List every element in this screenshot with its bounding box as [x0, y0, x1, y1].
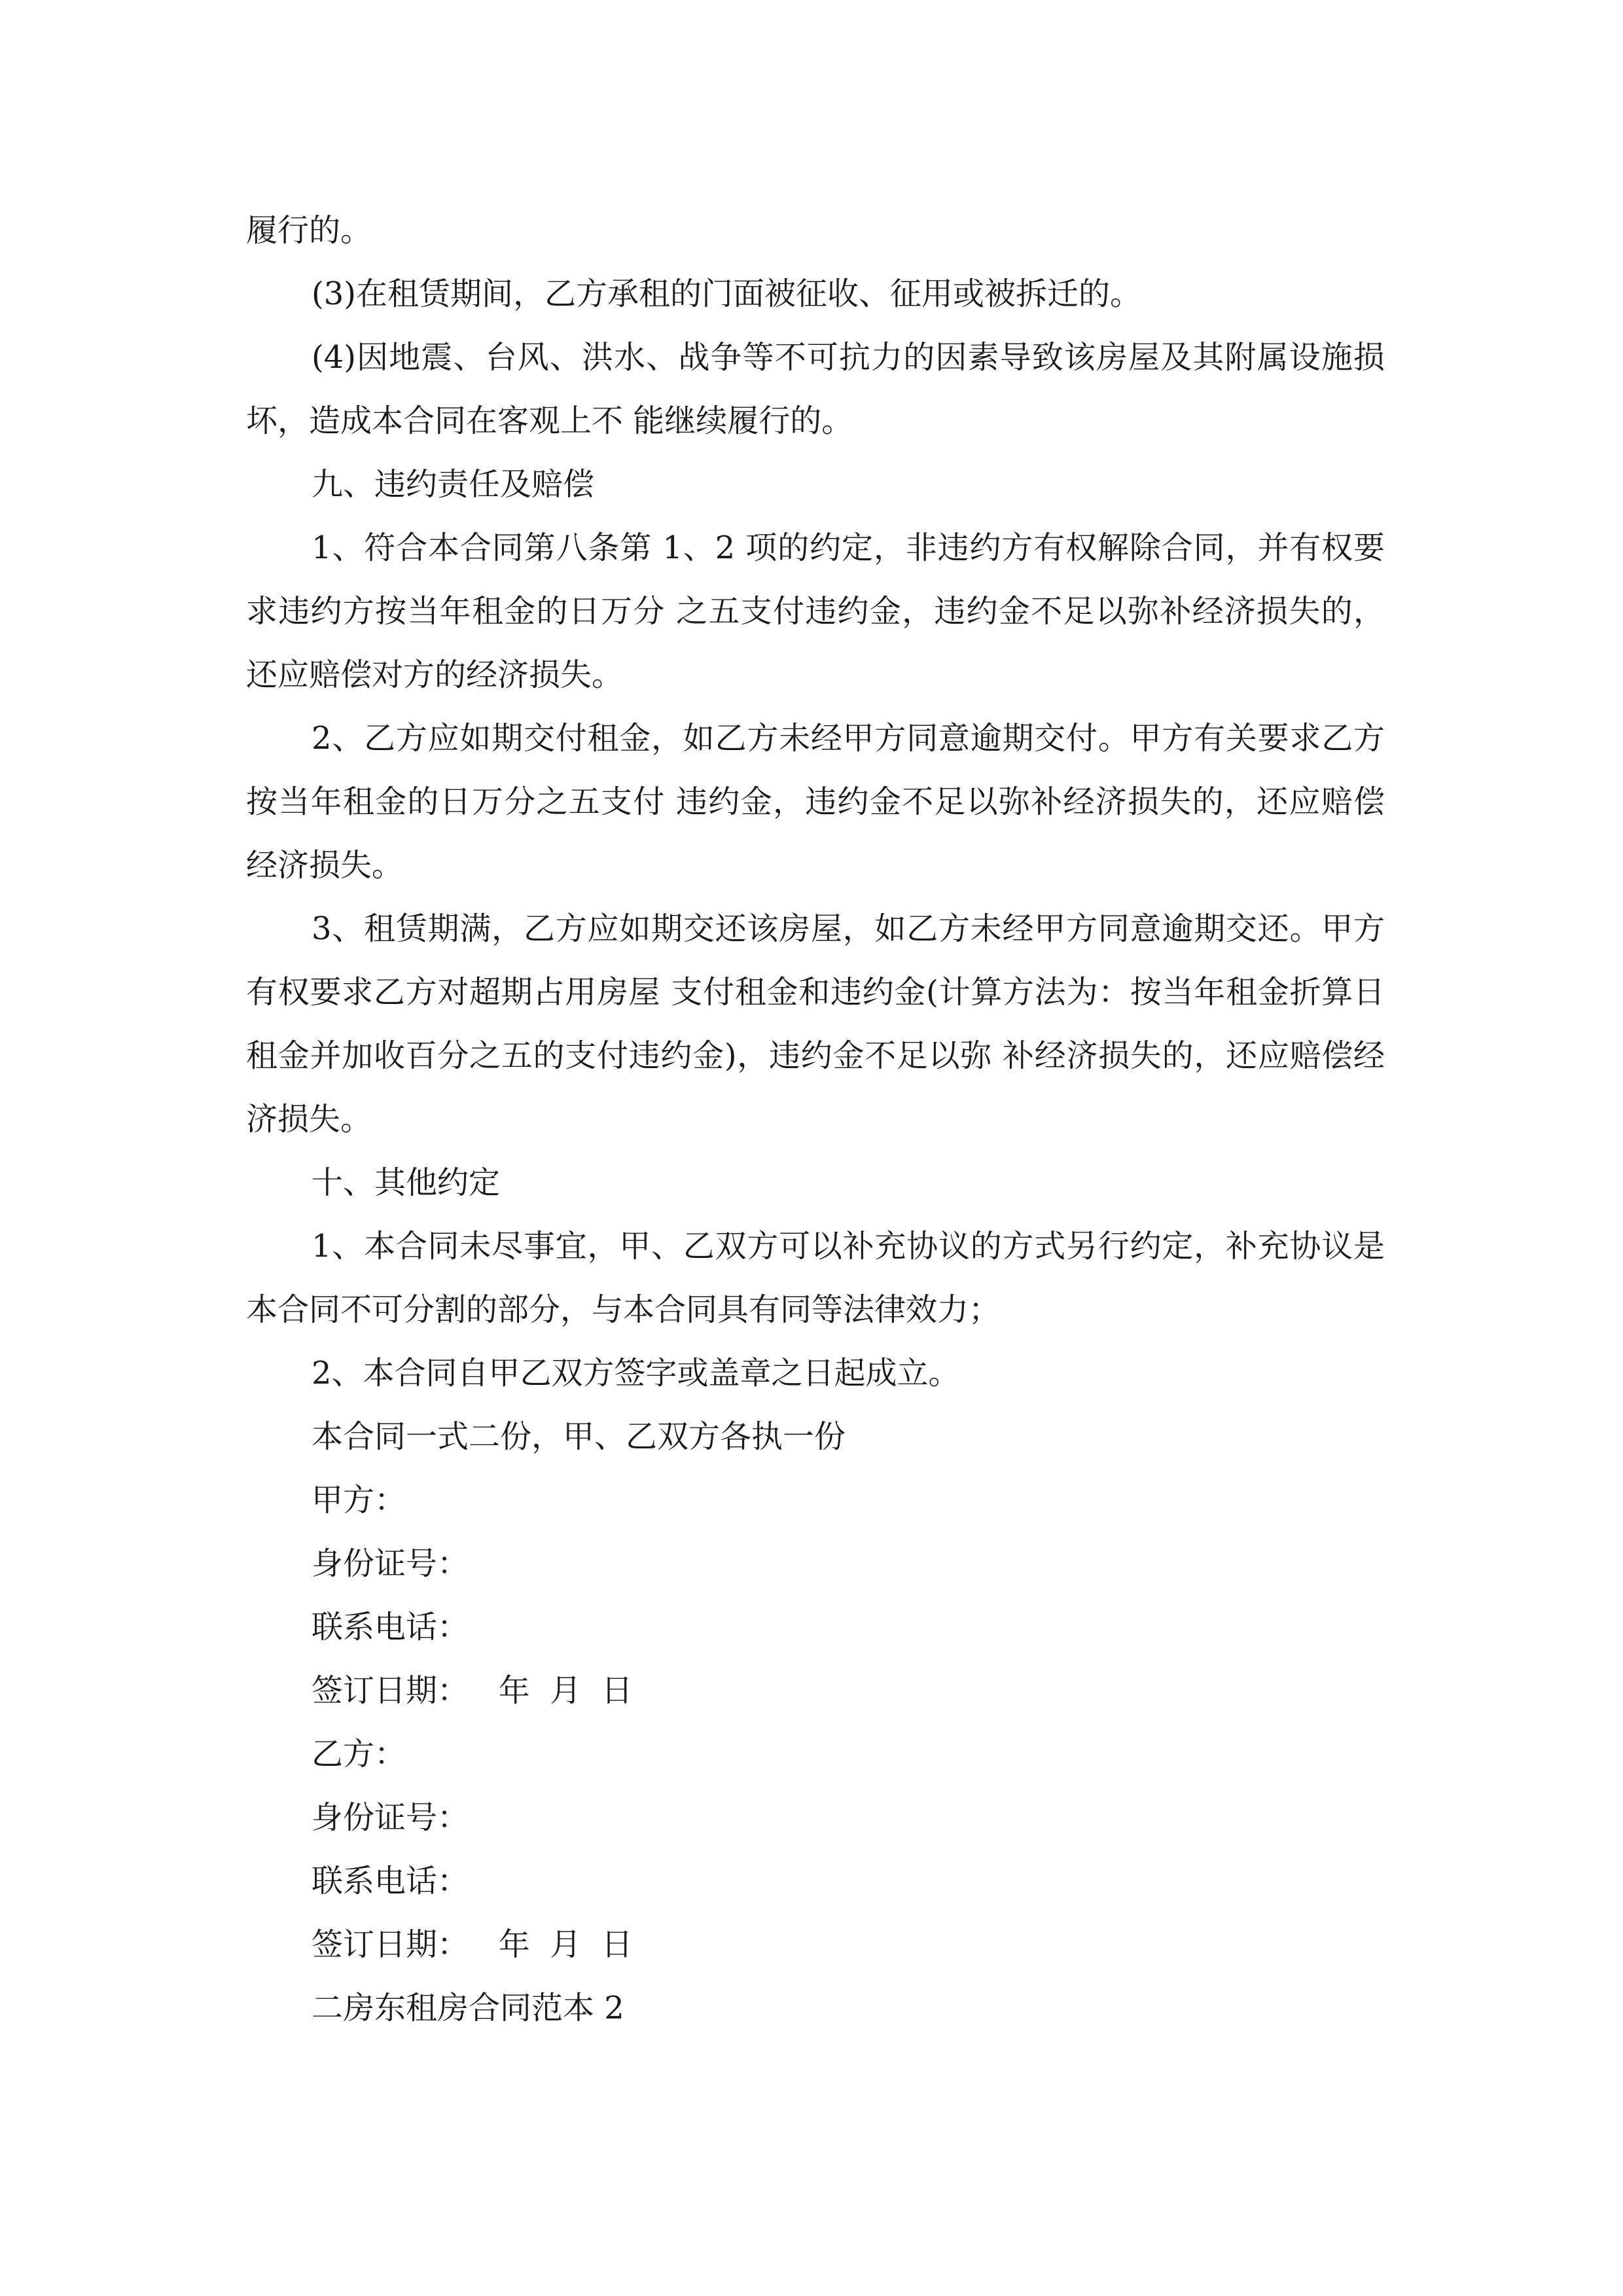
clause-8-item-4: (4)因地震、台风、洪水、战争等不可抗力的因素导致该房屋及其附属设施损坏，造成本合同在客观上不 能继续履行的。: [246, 339, 1385, 439]
party-b-name-label: 乙方：: [312, 1736, 406, 1772]
party-a-phone-label: 联系电话：: [312, 1609, 469, 1645]
section-heading-9: 九、违约责任及赔偿: [312, 466, 595, 503]
clause-8-item-3: (3)在租赁期间，乙方承租的门面被征收、征用或被拆迁的。: [312, 276, 1141, 312]
party-b-signature-block: [246, 1723, 1385, 1977]
clause-10-item-1: 1、本合同未尽事宜，甲、乙双方可以补充协议的方式另行约定，补充协议是本合同不可分割的部分，与本合同具有同等法律效力；: [246, 1228, 1385, 1328]
party-b-phone-label: 联系电话：: [312, 1863, 469, 1899]
party-b-date-label: 签订日期： 年 月 日: [312, 1926, 633, 1963]
document-body: [246, 199, 1385, 2040]
clause-9-item-2: 2、乙方应如期交付租金，如乙方未经甲方同意逾期交付。甲方有关要求乙方按当年租金的日万分之五支付 违约金，违约金不足以弥补经济损失的，还应赔偿经济损失。: [246, 720, 1385, 884]
clause-9-item-3: 3、租赁期满，乙方应如期交还该房屋，如乙方未经甲方同意逾期交还。甲方有权要求乙方对超期占用房屋 支付租金和违约金(计算方法为：按当年租金折算日租金并加收百分之五的支付违约金)，违约金不足以弥 补经济损失的，还应赔偿经济损失。: [246, 910, 1385, 1138]
party-a-signature-block: [246, 1469, 1385, 1723]
party-b-id-label: 身份证号：: [312, 1799, 469, 1836]
copies-statement: 本合同一式二份，甲、乙双方各执一份: [312, 1418, 846, 1455]
party-a-id-label: 身份证号：: [312, 1545, 469, 1582]
paragraph-continuation: 履行的。: [246, 212, 372, 249]
next-section-title: 二房东租房合同范本 2: [312, 1990, 624, 2026]
party-a-name-label: 甲方：: [312, 1482, 406, 1518]
section-heading-10: 十、其他约定: [312, 1164, 501, 1201]
party-a-date-label: 签订日期： 年 月 日: [312, 1672, 633, 1709]
clause-9-item-1: 1、符合本合同第八条第 1、2 项的约定，非违约方有权解除合同，并有权要求违约方按当年租金的日万分 之五支付违约金，违约金不足以弥补经济损失的，还应赔偿对方的经济损失。: [246, 529, 1385, 693]
clause-10-item-2: 2、本合同自甲乙双方签字或盖章之日起成立。: [312, 1355, 960, 1391]
